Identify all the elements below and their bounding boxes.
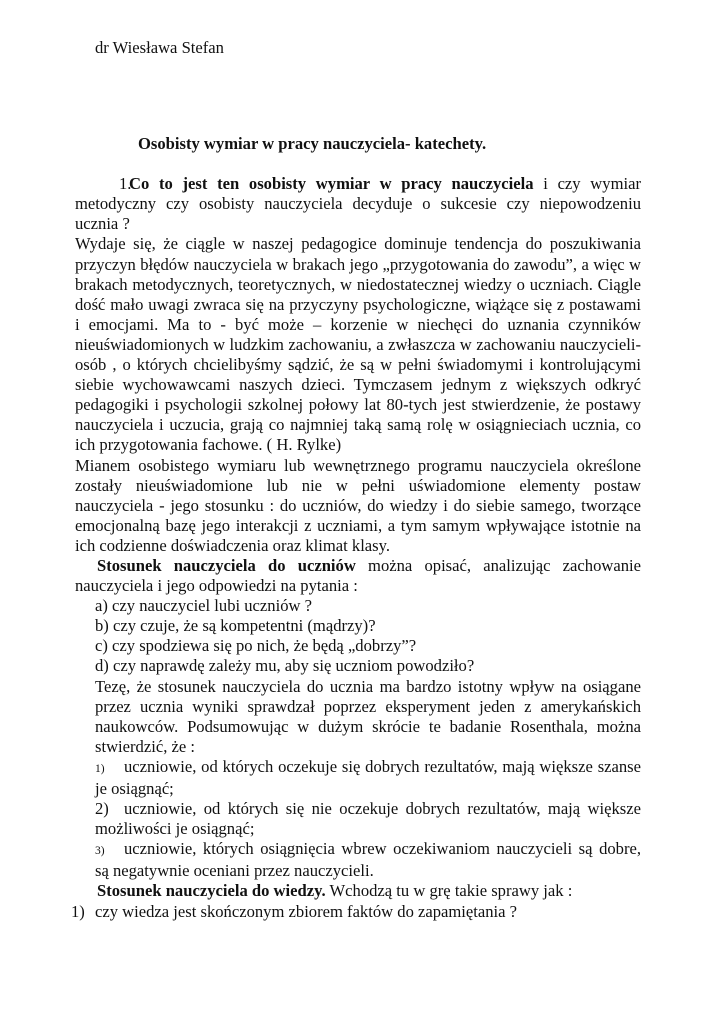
section-1-number: 1.	[119, 174, 132, 194]
relation-knowledge-rest: Wchodzą tu w grę takie sprawy jak :	[325, 881, 573, 901]
finding-item	[95, 839, 641, 881]
question-item: d) czy naprawdę zależy mu, aby się uczniom powodziło?	[95, 656, 475, 676]
finding-number: 1)	[95, 762, 105, 775]
paragraph-1: Wydaje się, że ciągle w naszej pedagogice dominuje tendencja do poszukiwania przyczyn błędów nauczyciela w brakach jego „przygotowania do zawodu”, a więc w brakach metodycznych, teoretycznych, w niedostatecznej wiedzy o uczniach. Ciągle dość mało uwagi zwraca się na przyczyny psychologiczne, wiążące się z postawami i emocjami. Ma to - być może – korzenie w niechęci do uznania czynników nieuświadomionych w ludzkim zachowaniu, a zwłaszcza w zachowaniu nauczycieli- osób , o których chcielibyśmy sądzić, że są w pełni świadomymi i kontrolującymi siebie wychowawcami naszych dzieci. Tymczasem jednym z większych odkryć pedagogiki i psychologii szkolnej połowy lat 80-tych jest stwierdzenie, że postawy nauczyciela i uczucia, grają co najmniej taką samą rolę w osiągnieciach ucznia, co ich przygotowania fachowe. ( H. Rylke)	[75, 234, 641, 455]
finding-text: uczniowie, od których oczekuje się dobrych rezultatów, mają większe szanse je osiągnąć;	[95, 756, 641, 798]
finding-number: 3)	[95, 845, 105, 858]
question-item: c) czy spodziewa się po nich, że będą „dobrzy”?	[95, 636, 417, 656]
author-line: dr Wiesława Stefan	[95, 38, 224, 57]
relation-students-rest: można opisać, analizując zachowanie nauczyciela i jego odpowiedzi na pytania :	[75, 555, 641, 596]
relation-knowledge-intro	[75, 881, 641, 901]
findings-list	[95, 757, 641, 882]
finding-text: uczniowie, których osiągnięcia wbrew oczekiwaniom nauczycieli są dobre, są negatywnie oceniani przez nauczycieli.	[95, 839, 641, 881]
finding-item	[95, 757, 641, 799]
finding-number: 2)	[95, 799, 109, 819]
finding-text: uczniowie, od których się nie oczekuje dobrych rezultatów, mają większe możliwości je osiągnąć;	[95, 799, 641, 839]
question-list	[95, 596, 641, 676]
finding-item	[95, 799, 641, 839]
knowledge-item-number: 1)	[71, 901, 85, 921]
paragraph-2: Mianem osobistego wymiaru lub wewnętrznego programu nauczyciela określone zostały nieuświadomione lub nie w pełni uświadomione elementy postaw nauczyciela - jego stosunku : do uczniów, do wiedzy i do siebie samego, tworzące emocjonalną bazę jego interakcji z uczniami, a tym samym wpływające istotnie na ich codzienne doświadczenia oraz klimat klasy.	[75, 455, 641, 555]
knowledge-item-text: czy wiedza jest skończonym zbiorem faktów do zapamiętania ?	[95, 901, 518, 921]
document-title: Osobisty wymiar w pracy nauczyciela- katechety.	[138, 134, 487, 154]
relation-knowledge-bold: Stosunek nauczyciela do wiedzy.	[97, 881, 326, 901]
document-page	[71, 38, 641, 922]
relation-students-intro	[75, 556, 641, 596]
relation-students-bold: Stosunek nauczyciela do uczniów	[97, 555, 356, 575]
question-item: b) czy czuje, że są kompetentni (mądrzy)?	[95, 616, 376, 636]
section-1-bold: Co to jest ten osobisty wymiar w pracy nauczyciela	[129, 174, 534, 194]
rosenthal-thesis: Tezę, że stosunek nauczyciela do ucznia ma bardzo istotny wpływ na osiągane przez ucznia wyniki sprawdzał poprzez eksperyment jeden z amerykańskich naukowców. Podsumowując w dużym skrócie te badanie Rosenthala, można stwierdzić, że :	[95, 676, 641, 756]
section-1-heading	[75, 174, 641, 234]
question-item: a) czy nauczyciel lubi uczniów ?	[95, 596, 312, 616]
section-1-rest: i czy wymiar metodyczny czy osobisty nauczyciela decyduje o sukcesie czy niepowodzeniu ucznia ?	[75, 174, 641, 234]
knowledge-item	[71, 902, 641, 922]
